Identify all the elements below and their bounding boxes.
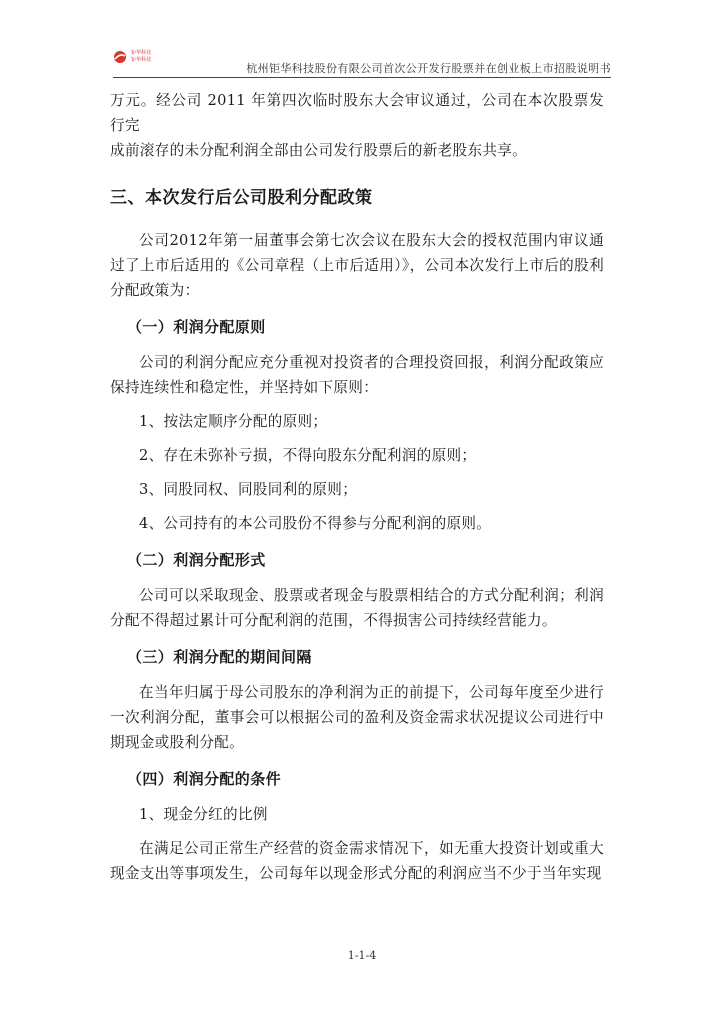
page-content (110, 88, 604, 886)
company-logo (113, 50, 183, 72)
subsection-heading-3: （三）利润分配的期间间隔 (127, 648, 312, 666)
logo-text-top: 钜华科技 (131, 50, 152, 56)
intro-line-2: 成前滚存的未分配利润全部由公司发行股票后的新老股东共享。 (110, 142, 528, 159)
intro-line-1: 万元。经公司 2011 年第四次临时股东大会审议通过，公司在本次股票发行完 (110, 92, 604, 134)
logo-text (131, 50, 151, 64)
subsection-2-paragraph: 公司可以采取现金、股票或者现金与股票相结合的方式分配利润；利润分配不得超过累计可分配利润的范围，不得损害公司持续经营能力。 (110, 587, 604, 629)
principle-item-4: 4、公司持有的本公司股份不得参与分配利润的原则。 (139, 515, 492, 532)
header-divider (113, 77, 611, 78)
principle-item-2: 2、存在未弥补亏损，不得向股东分配利润的原则； (139, 447, 477, 464)
subsection-4-paragraph: 在满足公司正常生产经营的资金需求情况下，如无重大投资计划或重大现金支出等事项发生，公司每年以现金形式分配的利润应当不少于当年实现 (110, 840, 604, 882)
subsection-heading-4: （四）利润分配的条件 (127, 770, 282, 788)
section-paragraph: 公司2012年第一届董事会第七次会议在股东大会的授权范围内审议通过了上市后适用的《公司章程（上市后适用）》，公司本次发行上市后的股利分配政策为： (110, 232, 604, 299)
principle-item-3: 3、同股同权、同股同利的原则； (139, 481, 358, 498)
subsection-heading-2: （二）利润分配形式 (127, 551, 266, 569)
condition-item-1: 1、现金分红的比例 (139, 806, 268, 823)
logo-text-bottom: 钜华科技 (131, 57, 152, 63)
principle-item-1: 1、按法定顺序分配的原则； (139, 413, 328, 430)
logo-mark-icon (113, 50, 127, 64)
page-number: 1-1-4 (347, 949, 377, 962)
subsection-1-paragraph: 公司的利润分配应充分重视对投资者的合理投资回报，利润分配政策应保持连续性和稳定性，并坚持如下原则： (110, 354, 604, 396)
section-heading: 三、本次发行后公司股利分配政策 (110, 188, 373, 208)
document-header-title: 杭州钜华科技股份有限公司首次公开发行股票并在创业板上市招股说明书 (246, 62, 611, 75)
subsection-3-paragraph: 在当年归属于母公司股东的净利润为正的前提下，公司每年度至少进行一次利润分配，董事会可以根据公司的盈利及资金需求状况提议公司进行中期现金或股利分配。 (110, 684, 604, 751)
subsection-heading-1: （一）利润分配原则 (127, 318, 266, 336)
